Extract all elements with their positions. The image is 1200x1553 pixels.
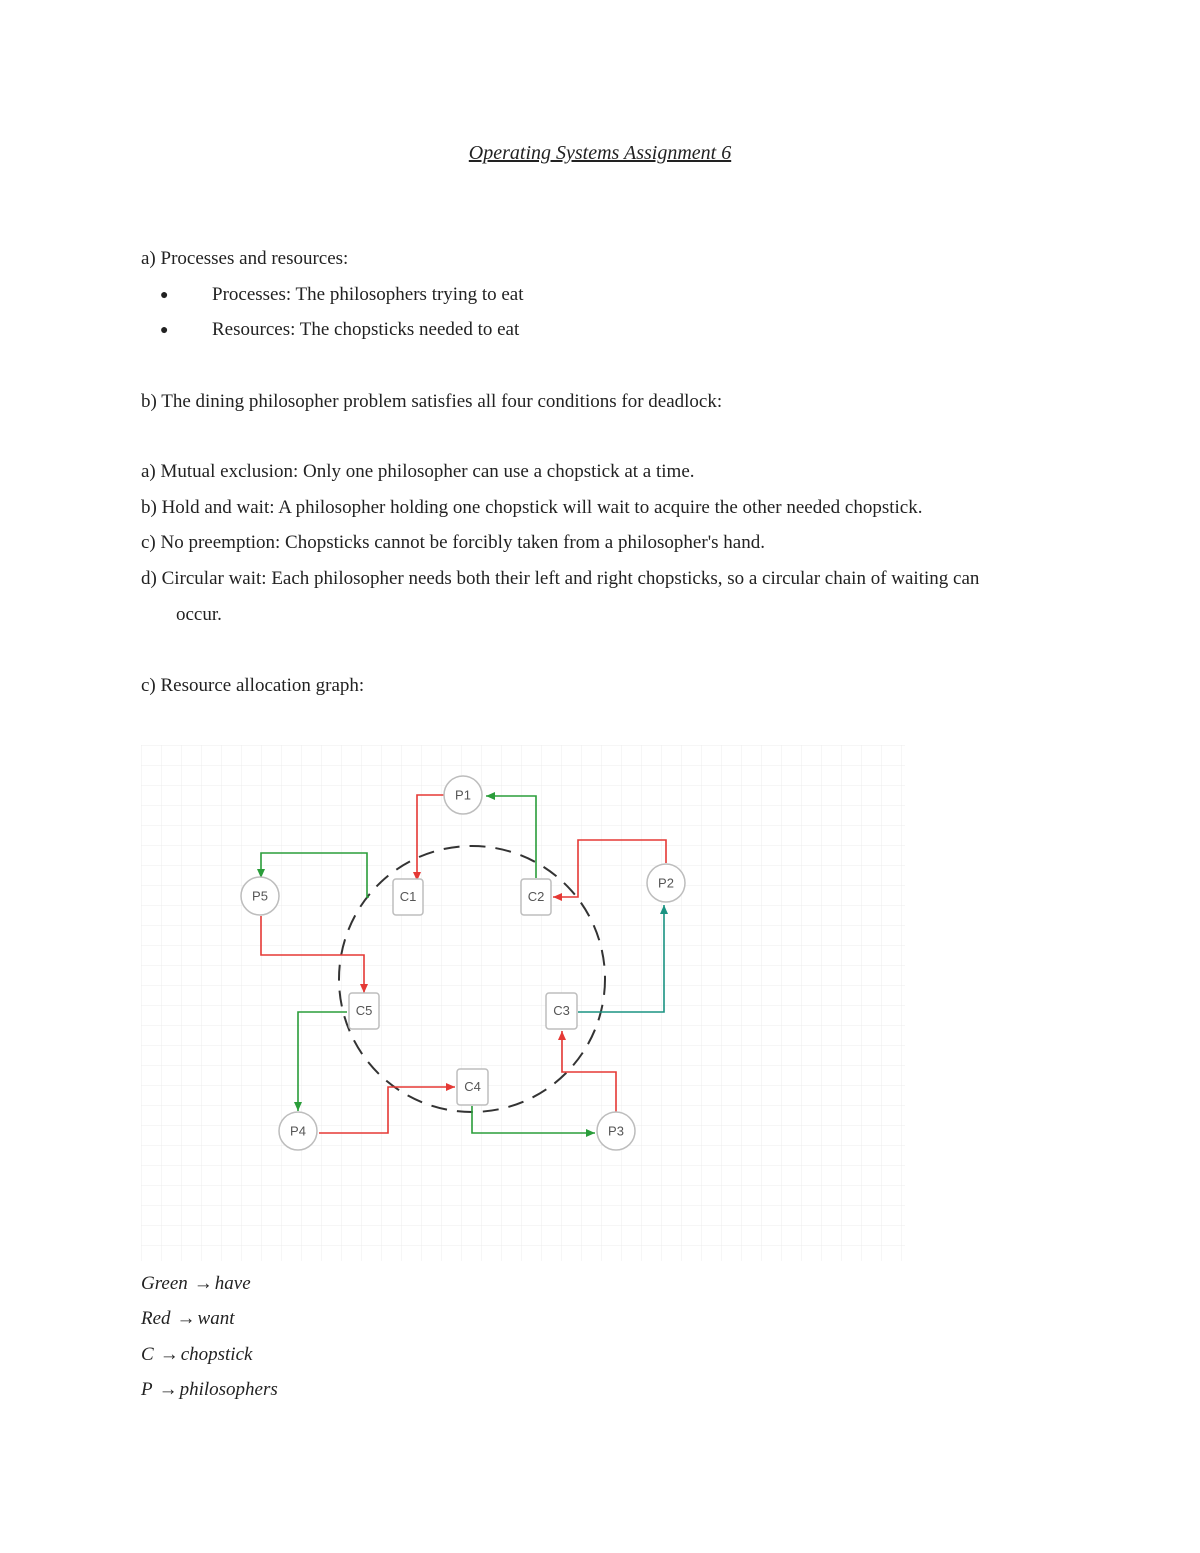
chopstick-node-c5	[349, 993, 379, 1029]
resource-allocation-graph	[141, 745, 905, 1261]
process-node-p2	[647, 864, 685, 902]
right-arrow-icon: →	[159, 1344, 179, 1365]
chopstick-label-c4: C4	[464, 1079, 481, 1094]
legend-p: P → philosophers	[141, 1379, 278, 1400]
chopstick-node-c1	[393, 879, 423, 915]
chopstick-node-c4	[457, 1069, 488, 1105]
bullet-processes: Processes: The philosophers trying to eat	[212, 284, 524, 305]
bullet-icon: ●	[160, 288, 169, 303]
section-a-heading: a) Processes and resources:	[141, 248, 349, 269]
legend-red: Red → want	[141, 1308, 235, 1329]
process-node-p4	[279, 1112, 317, 1150]
process-label-p4: P4	[290, 1123, 306, 1139]
bullet-icon: ●	[160, 323, 169, 338]
bullet-resources: Resources: The chopsticks needed to eat	[212, 319, 520, 340]
chopstick-label-c3: C3	[553, 1003, 570, 1018]
grid-background	[141, 745, 905, 1261]
chopstick-node-c2	[521, 879, 551, 915]
right-arrow-icon: →	[193, 1273, 213, 1294]
process-label-p1: P1	[455, 787, 471, 803]
section-c-heading: c) Resource allocation graph:	[141, 675, 365, 696]
condition-circular-wait: d) Circular wait: Each philosopher needs both their left and right chopsticks, so a circular chain of waiting can	[141, 568, 980, 589]
process-label-p2: P2	[658, 875, 674, 891]
chopstick-node-c3	[546, 993, 577, 1029]
process-node-p1	[444, 776, 482, 814]
right-arrow-icon: →	[176, 1308, 196, 1329]
chopstick-label-c2: C2	[527, 889, 545, 904]
process-label-p5: P5	[252, 888, 268, 904]
chopstick-label-c5: C5	[355, 1003, 373, 1018]
document-title: Operating Systems Assignment 6	[468, 142, 732, 164]
process-label-p3: P3	[608, 1123, 624, 1139]
process-node-p3	[597, 1112, 635, 1150]
condition-no-preemption: c) No preemption: Chopsticks cannot be forcibly taken from a philosopher's hand.	[141, 532, 765, 553]
right-arrow-icon: →	[158, 1379, 178, 1400]
condition-hold-and-wait: b) Hold and wait: A philosopher holding one chopstick will wait to acquire the other needed chopstick.	[141, 497, 923, 518]
process-node-p5	[241, 877, 279, 915]
chopstick-label-c1: C1	[399, 889, 417, 904]
legend-c: C → chopstick	[141, 1344, 253, 1365]
section-b-heading: b) The dining philosopher problem satisfies all four conditions for deadlock:	[141, 391, 723, 412]
condition-circular-wait-continuation: occur.	[176, 604, 222, 625]
condition-mutual-exclusion: a) Mutual exclusion: Only one philosopher can use a chopstick at a time.	[141, 461, 695, 482]
legend-green: Green → have	[141, 1273, 251, 1294]
